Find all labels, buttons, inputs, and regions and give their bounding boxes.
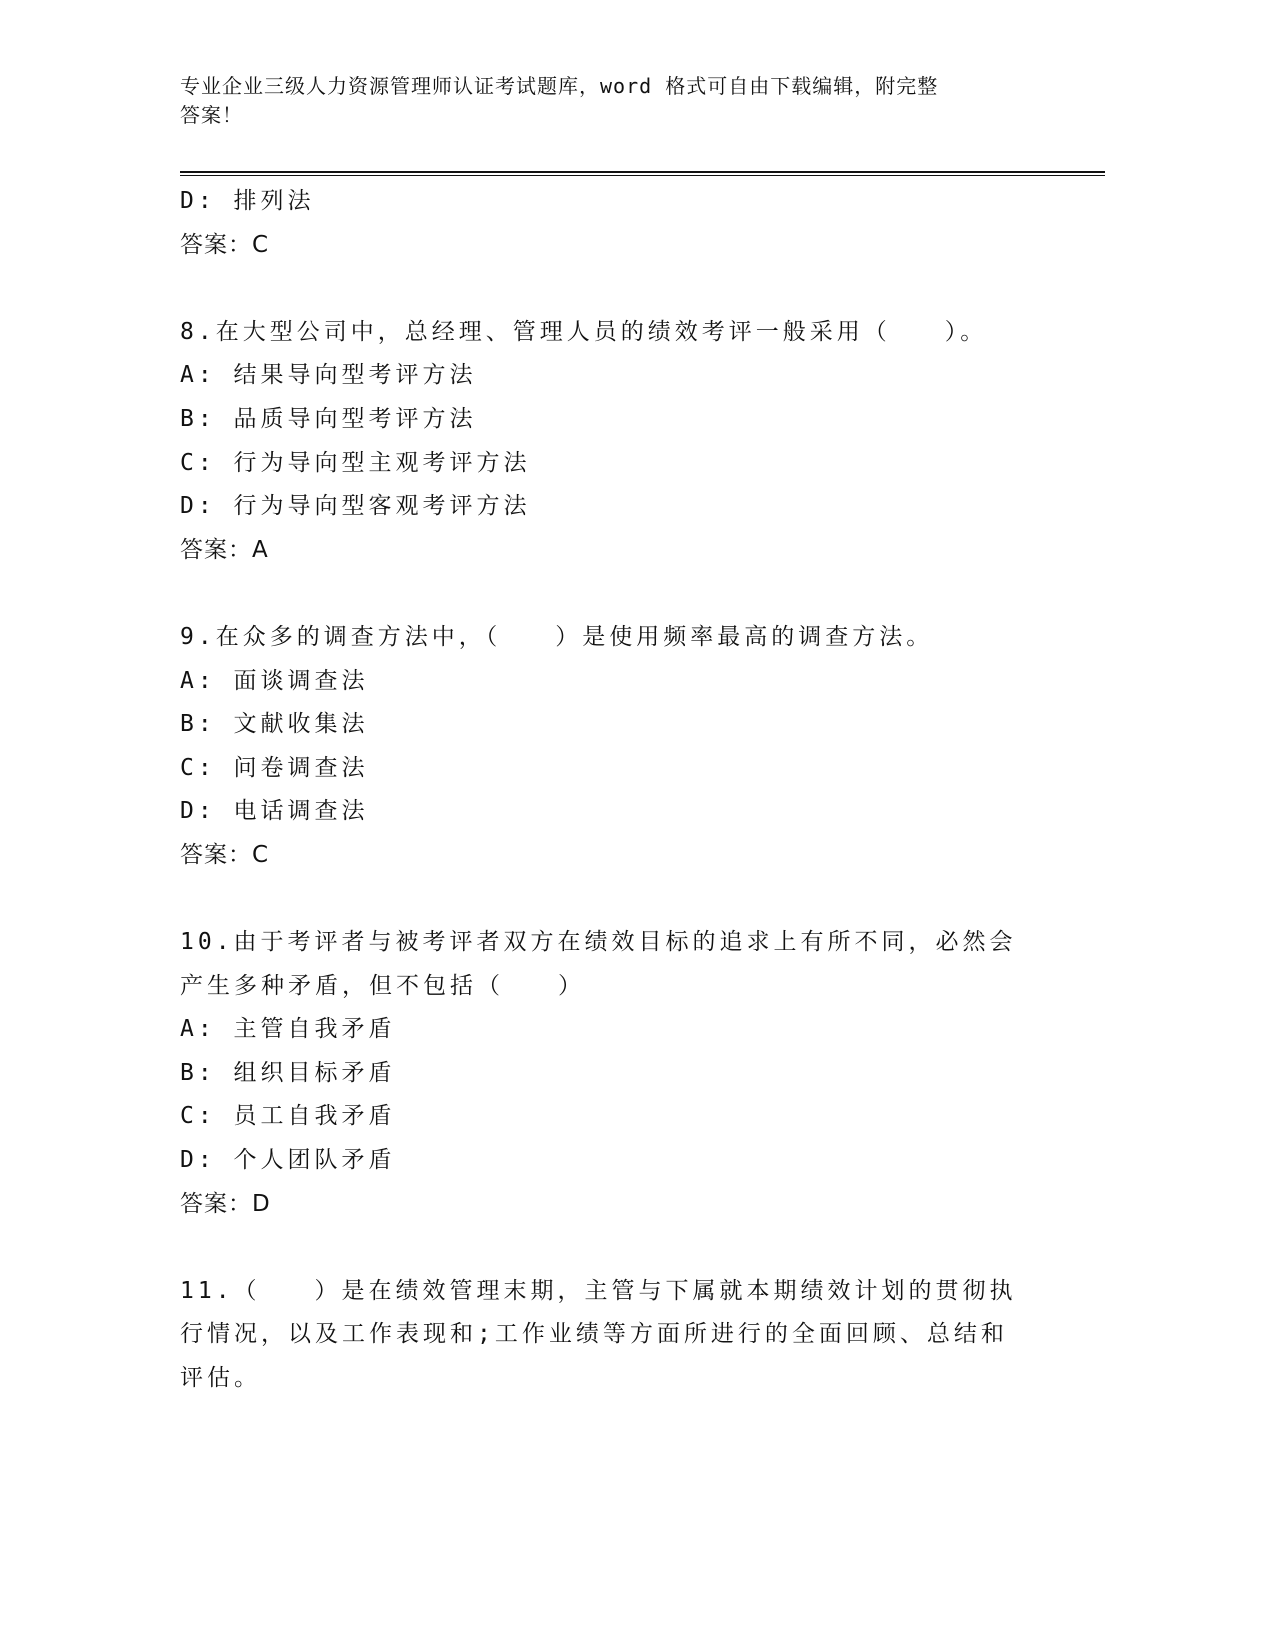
option-b: B: 组织目标矛盾	[180, 1059, 396, 1086]
question-9	[180, 616, 1080, 878]
answer: 答案：C	[180, 231, 270, 258]
answer: 答案：A	[180, 536, 269, 563]
option-d: D: 个人团队矛盾	[180, 1147, 396, 1174]
question-8	[180, 311, 1080, 573]
answer: 答案：D	[180, 1190, 271, 1217]
question-text: 评估。	[180, 1365, 261, 1392]
question-text: 9.在众多的调查方法中，（ ）是使用频率最高的调查方法。	[180, 623, 934, 650]
header-line: 专业企业三级人力资源管理师认证考试题库，word 格式可自由下载编辑，附完整	[180, 74, 939, 98]
option-c: C: 员工自我矛盾	[180, 1103, 396, 1130]
option-d: D: 电话调查法	[180, 798, 369, 825]
question-10	[180, 921, 1080, 1226]
option-a: A: 结果导向型考评方法	[180, 362, 477, 389]
option-a: A: 主管自我矛盾	[180, 1016, 396, 1043]
option-c: C: 问卷调查法	[180, 754, 369, 781]
option-d: D: 行为导向型客观考评方法	[180, 493, 531, 520]
question-text: 11.（ ）是在绩效管理末期，主管与下属就本期绩效计划的贯彻执	[180, 1277, 1017, 1304]
option-a: A: 面谈调查法	[180, 667, 369, 694]
document-header	[180, 72, 1080, 130]
option-b: B: 品质导向型考评方法	[180, 405, 477, 432]
option-d: D: 排列法	[180, 188, 315, 214]
question-text: 8.在大型公司中，总经理、管理人员的绩效考评一般采用（ ）。	[180, 318, 988, 345]
answer: 答案：C	[180, 841, 270, 868]
option-b: B: 文献收集法	[180, 711, 369, 738]
header-divider-thin	[180, 175, 1105, 176]
option-c: C: 行为导向型主观考评方法	[180, 449, 531, 476]
header-line: 答案！	[180, 103, 243, 127]
question-text: 行情况，以及工作表现和;工作业绩等方面所进行的全面回顾、总结和	[180, 1321, 1008, 1348]
question-11	[180, 1270, 1080, 1401]
header-divider	[180, 171, 1105, 173]
question-text: 10.由于考评者与被考评者双方在绩效目标的追求上有所不同，必然会	[180, 929, 1017, 956]
document-body	[180, 180, 1080, 1401]
question-text: 产生多种矛盾，但不包括（ ）	[180, 972, 585, 999]
